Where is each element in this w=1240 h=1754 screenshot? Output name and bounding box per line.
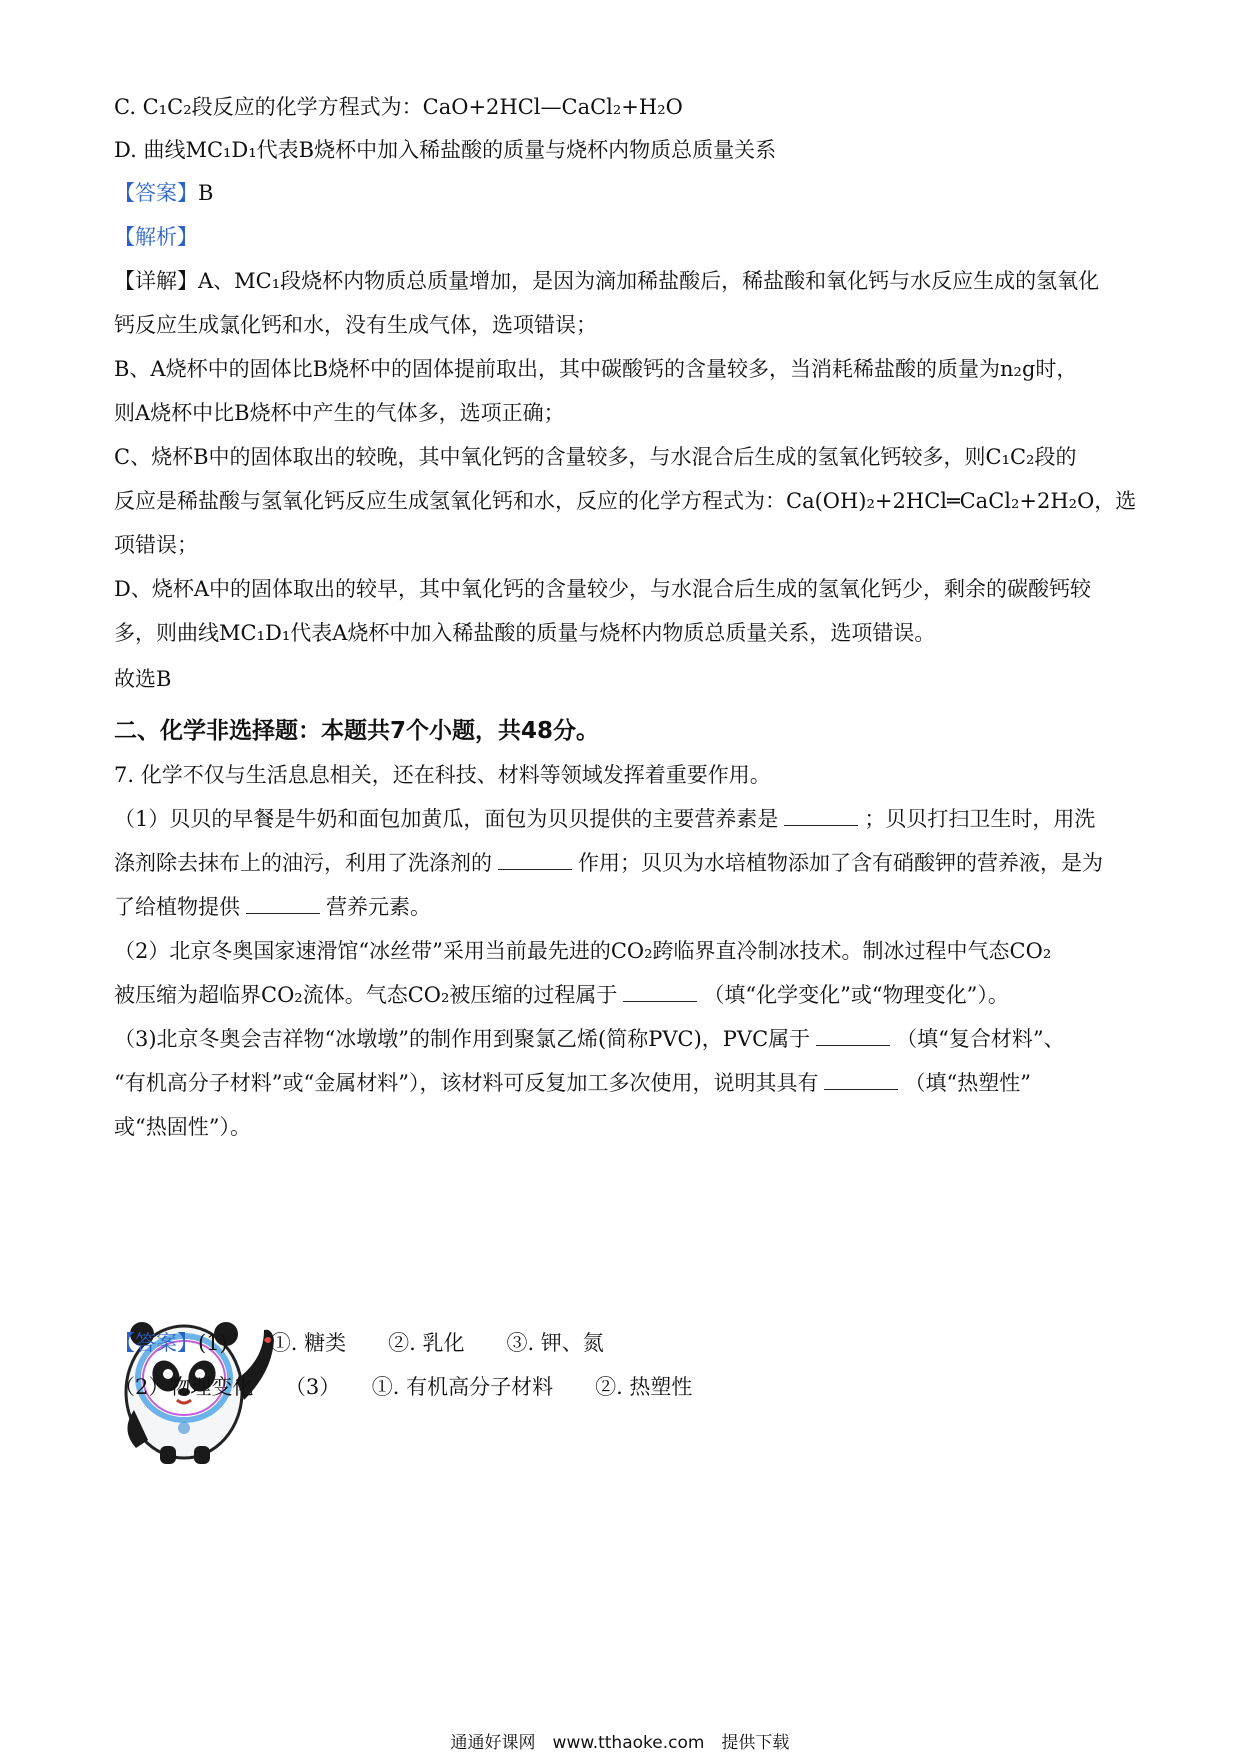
question-7-stem: 7. 化学不仅与生活息息相关，还在科技、材料等领域发挥着重要作用。 (114, 763, 771, 787)
q7-part3-text-d: （填“热塑性” (904, 1071, 1031, 1095)
option-c: C. C₁C₂段反应的化学方程式为：CaO+2HCl—CaCl₂+H₂O (114, 95, 683, 119)
q7-part3-text-b: （填“复合材料”、 (896, 1027, 1065, 1051)
answer-7-label: 【答案】 (114, 1331, 198, 1355)
analysis-label (114, 222, 1134, 252)
detail-c-line3: 项错误； (114, 533, 198, 557)
q7-part1-text-d: 作用；贝贝为水培植物添加了含有硝酸钾的营养液，是为 (578, 851, 1103, 875)
q7-part1-text-f: 营养元素。 (326, 895, 431, 919)
q7-part1-line1 (114, 804, 1134, 834)
q7-part1-text-a: （1）贝贝的早餐是牛奶和面包加黄瓜，面包为贝贝提供的主要营养素是 (114, 807, 779, 831)
section-heading: 二、化学非选择题：本题共7个小题，共48分。 (114, 718, 600, 744)
q7-part2-line2 (114, 980, 1134, 1010)
detail-b-line1: B、A烧杯中的固体比B烧杯中的固体提前取出，其中碳酸钙的含量较多，当消耗稀盐酸的质量为n₂g时， (114, 357, 1078, 381)
q7-part3-line1 (114, 1024, 1134, 1054)
answer-7-line2: （2）物理变化 （3） ①. 有机高分子材料 ②. 热塑性 (114, 1375, 693, 1399)
detail-b-line2: 则A烧杯中比B烧杯中产生的气体多，选项正确； (114, 401, 565, 425)
q7-part2-text-b: 被压缩为超临界CO₂流体。气态CO₂被压缩的过程属于 (114, 983, 618, 1007)
q7-part2-line1: （2）北京冬奥国家速滑馆“冰丝带”采用当前最先进的CO₂跨临界直冷制冰技术。制冰过程中气态CO₂ (114, 939, 1052, 963)
q7-part1-text-b: ；贝贝打扫卫生时，用洗 (864, 807, 1096, 831)
q7-part1-text-e: 了给植物提供 (114, 895, 240, 919)
detail-a-line1 (114, 266, 1134, 296)
page-footer: 通通好课网 www.tthaoke.com 提供下载 (450, 1733, 790, 1753)
answer-blank[interactable] (498, 851, 572, 870)
answer-7-line1 (114, 1328, 1134, 1358)
q7-part3-line2 (114, 1068, 1134, 1098)
detail-c-line1: C、烧杯B中的固体取出的较晚，其中氧化钙的含量较多，与水混合后生成的氢氧化钙较多，则C₁C₂段的 (114, 445, 1077, 469)
q7-part3-text-c: “有机高分子材料”或“金属材料”），该材料可反复加工多次使用，说明其具有 (114, 1071, 819, 1095)
answer-blank[interactable] (824, 1071, 898, 1090)
answer-label: 【答案】 (114, 181, 198, 205)
detail-c-line2: 反应是稀盐酸与氢氧化钙反应生成氢氧化钙和水，反应的化学方程式为：Ca(OH)₂+2HCl═CaCl₂+2H₂O，选 (114, 489, 1137, 513)
answer-value: B (198, 181, 214, 205)
detail-d-line1: D、烧杯A中的固体取出的较早，其中氧化钙的含量较少，与水混合后生成的氢氧化钙少，剩余的碳酸钙较 (114, 577, 1091, 601)
detail-d-line2: 多，则曲线MC₁D₁代表A烧杯中加入稀盐酸的质量与烧杯内物质总质量关系，选项错误。 (114, 621, 936, 645)
q7-part1-line3 (114, 892, 1134, 922)
answer-7-text1: (1) ①. 糖类 ②. 乳化 ③. 钾、氮 (198, 1331, 604, 1355)
q7-part3-text-a: （3)北京冬奥会吉祥物“冰墩墩”的制作用到聚氯乙烯(简称PVC)，PVC属于 (114, 1027, 811, 1051)
answer-blank[interactable] (784, 807, 858, 826)
q7-part3-line3: 或“热固性”）。 (114, 1115, 251, 1139)
detail-label: 【详解】 (114, 269, 198, 293)
q7-part1-line2 (114, 848, 1134, 878)
choose-answer: 故选B (114, 667, 172, 691)
answer-line (114, 178, 1134, 208)
analysis-label-text: 【解析】 (114, 225, 198, 249)
detail-a-text1: A、MC₁段烧杯内物质总质量增加，是因为滴加稀盐酸后，稀盐酸和氧化钙与水反应生成的氢氧化 (198, 269, 1100, 293)
option-d: D. 曲线MC₁D₁代表B烧杯中加入稀盐酸的质量与烧杯内物质总质量关系 (114, 138, 777, 162)
detail-a-line2: 钙反应生成氯化钙和水，没有生成气体，选项错误； (114, 313, 597, 337)
q7-part2-text-c: （填“化学变化”或“物理变化”）。 (703, 983, 1009, 1007)
answer-blank[interactable] (246, 895, 320, 914)
answer-blank[interactable] (623, 983, 697, 1002)
answer-blank[interactable] (816, 1027, 890, 1046)
q7-part1-text-c: 涤剂除去抹布上的油污，利用了洗涤剂的 (114, 851, 492, 875)
